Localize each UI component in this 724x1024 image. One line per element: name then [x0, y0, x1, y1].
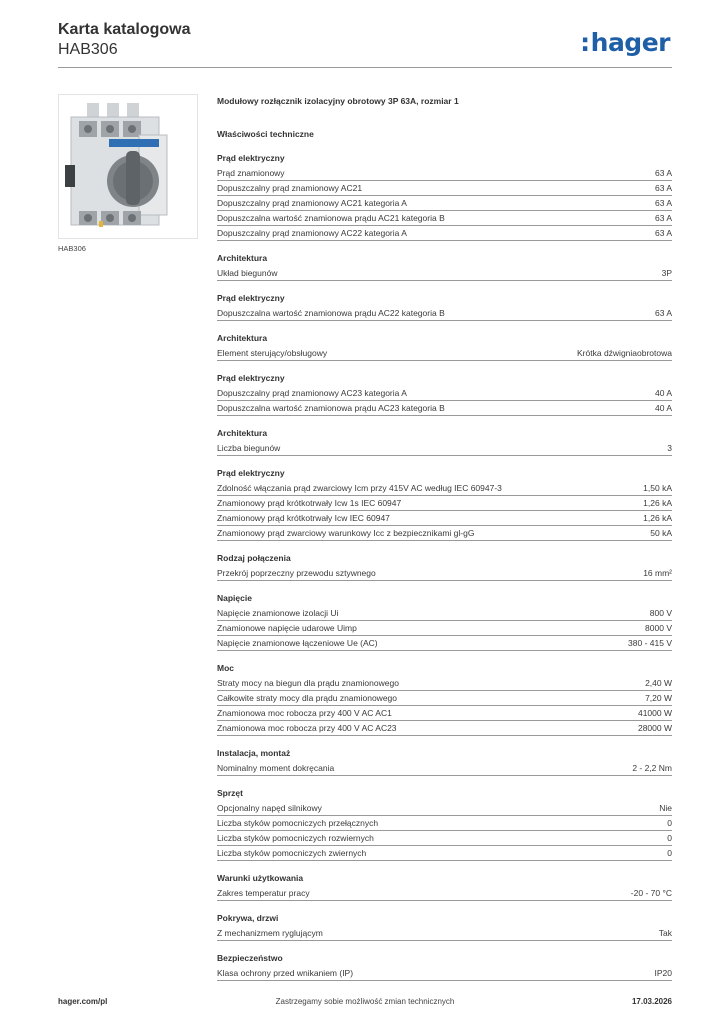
spec-group-title: Architektura: [217, 428, 268, 438]
spec-label: Znamionowa moc robocza przy 400 V AC AC23: [217, 723, 397, 733]
product-description: Modułowy rozłącznik izolacyjny obrotowy 3P 63A, rozmiar 1: [217, 96, 459, 106]
spec-row: [217, 801, 672, 816]
spec-value: 40 A: [654, 388, 672, 398]
spec-value: 7,20 W: [645, 693, 672, 703]
spec-label: Znamionowe napięcie udarowe Uimp: [217, 623, 357, 633]
spec-row: [217, 846, 672, 861]
spec-row: [217, 526, 672, 541]
spec-row: [217, 481, 672, 496]
spec-group: [217, 152, 672, 241]
spec-row: [217, 346, 672, 361]
spec-group-title: Prąd elektryczny: [217, 293, 285, 303]
spec-value: Nie: [659, 803, 672, 813]
spec-label: Znamionowy prąd krótkotrwały Icw 1s IEC 60947: [217, 498, 402, 508]
spec-label: Opcjonalny napęd silnikowy: [217, 803, 322, 813]
spec-group-title: Moc: [217, 663, 234, 673]
product-image: [58, 94, 198, 239]
spec-row: [217, 926, 672, 941]
spec-value: 1,50 kA: [643, 483, 672, 493]
spec-value: 380 - 415 V: [628, 638, 672, 648]
spec-label: Liczba styków pomocniczych rozwiernych: [217, 833, 374, 843]
header-divider: [58, 67, 672, 68]
spec-group: [217, 912, 672, 941]
spec-label: Zakres temperatur pracy: [217, 888, 310, 898]
specifications-panel: [217, 94, 672, 981]
spec-label: Klasa ochrony przed wnikaniem (IP): [217, 968, 354, 978]
spec-row: [217, 211, 672, 226]
spec-row: [217, 606, 672, 621]
spec-label: Znamionowy prąd krótkotrwały Icw IEC 60947: [217, 513, 390, 523]
spec-row: [217, 831, 672, 846]
spec-value: 1,26 kA: [643, 498, 672, 508]
spec-value: IP20: [654, 968, 672, 978]
spec-label: Znamionowa moc robocza przy 400 V AC AC1: [217, 708, 392, 718]
spec-group-title: Warunki użytkowania: [217, 873, 304, 883]
spec-label: Prąd znamionowy: [217, 168, 285, 178]
spec-value: 63 A: [654, 183, 672, 193]
spec-label: Liczba styków pomocniczych zwiernych: [217, 848, 367, 858]
spec-value: 63 A: [654, 213, 672, 223]
spec-value: 0: [667, 833, 672, 843]
spec-label: Dopuszczalna wartość znamionowa prądu AC21 kategoria B: [217, 213, 445, 223]
spec-value: 41000 W: [637, 708, 672, 718]
spec-row: [217, 166, 672, 181]
spec-group: [217, 252, 672, 281]
spec-row: [217, 386, 672, 401]
section-title: Właściwości techniczne: [217, 129, 314, 139]
spec-label: Znamionowy prąd zwarciowy warunkowy Icc z bezpiecznikami gl-gG: [217, 528, 475, 538]
spec-value: 2 - 2,2 Nm: [632, 763, 672, 773]
spec-row: [217, 306, 672, 321]
spec-value: Tak: [658, 928, 672, 938]
spec-row: [217, 196, 672, 211]
spec-label: Przekrój poprzeczny przewodu sztywnego: [217, 568, 376, 578]
spec-row: [217, 511, 672, 526]
spec-group: [217, 427, 672, 456]
spec-group-title: Prąd elektryczny: [217, 468, 285, 478]
spec-row: [217, 816, 672, 831]
spec-label: Układ biegunów: [217, 268, 278, 278]
spec-group-title: Architektura: [217, 253, 268, 263]
spec-label: Napięcie znamionowe izolacji Ui: [217, 608, 339, 618]
spec-value: -20 - 70 °C: [630, 888, 672, 898]
spec-value: 63 A: [654, 228, 672, 238]
spec-row: [217, 496, 672, 511]
logo-text: hager: [590, 28, 670, 57]
spec-group: [217, 552, 672, 581]
spec-value: 63 A: [654, 308, 672, 318]
spec-group-title: Prąd elektryczny: [217, 153, 285, 163]
spec-row: [217, 886, 672, 901]
spec-value: 63 A: [654, 198, 672, 208]
spec-row: [217, 566, 672, 581]
spec-group: [217, 592, 672, 651]
spec-label: Napięcie znamionowe łączeniowe Ue (AC): [217, 638, 378, 648]
image-caption: HAB306: [58, 244, 86, 253]
product-code: HAB306: [58, 41, 118, 58]
spec-label: Nominalny moment dokręcania: [217, 763, 335, 773]
spec-group-title: Bezpieczeństwo: [217, 953, 283, 963]
spec-row: [217, 621, 672, 636]
spec-value: 1,26 kA: [643, 513, 672, 523]
spec-row: [217, 761, 672, 776]
spec-value: 63 A: [654, 168, 672, 178]
spec-label: Element sterujący/obsługowy: [217, 348, 328, 358]
spec-group-title: Sprzęt: [217, 788, 243, 798]
spec-group: [217, 952, 672, 981]
spec-label: Straty mocy na biegun dla prądu znamionowego: [217, 678, 399, 688]
spec-value: 3: [667, 443, 672, 453]
spec-group: [217, 467, 672, 541]
spec-groups: [217, 152, 672, 981]
spec-row: [217, 181, 672, 196]
spec-label: Liczba styków pomocniczych przełącznych: [217, 818, 379, 828]
switch-disconnector-icon: [59, 95, 197, 238]
spec-value: 800 V: [649, 608, 672, 618]
spec-value: 40 A: [654, 403, 672, 413]
document-title: Karta katalogowa: [58, 21, 191, 38]
spec-label: Dopuszczalny prąd znamionowy AC23 kategoria A: [217, 388, 407, 398]
spec-row: [217, 721, 672, 736]
spec-value: 0: [667, 848, 672, 858]
spec-label: Dopuszczalna wartość znamionowa prądu AC22 kategoria B: [217, 308, 445, 318]
spec-row: [217, 706, 672, 721]
spec-value: 2,40 W: [645, 678, 672, 688]
spec-label: Całkowite straty mocy dla prądu znamionowego: [217, 693, 398, 703]
footer-url-link[interactable]: hager.com/pl: [58, 997, 108, 1006]
spec-row: [217, 966, 672, 981]
hager-logo[interactable]: [580, 28, 670, 57]
page-header: [58, 20, 672, 68]
spec-group-title: Napięcie: [217, 593, 252, 603]
footer-note: Zastrzegamy sobie możliwość zmian technicznych: [275, 997, 455, 1006]
spec-group-title: Prąd elektryczny: [217, 373, 285, 383]
spec-label: Liczba biegunów: [217, 443, 281, 453]
spec-group-title: Architektura: [217, 333, 268, 343]
spec-value: 28000 W: [637, 723, 672, 733]
spec-group-title: Rodzaj połączenia: [217, 553, 291, 563]
footer-date: 17.03.2026: [631, 997, 672, 1006]
spec-group: [217, 872, 672, 901]
spec-row: [217, 441, 672, 456]
logo-colon-icon: :: [580, 28, 590, 57]
spec-group: [217, 662, 672, 736]
spec-value: 8000 V: [645, 623, 672, 633]
spec-value: 16 mm²: [643, 568, 672, 578]
spec-row: [217, 401, 672, 416]
spec-value: Krótka dźwigniaobrotowa: [577, 348, 672, 358]
spec-row: [217, 676, 672, 691]
spec-label: Dopuszczalny prąd znamionowy AC21 kategoria A: [217, 198, 407, 208]
spec-value: 0: [667, 818, 672, 828]
spec-label: Dopuszczalna wartość znamionowa prądu AC23 kategoria B: [217, 403, 445, 413]
spec-group-title: Pokrywa, drzwi: [217, 913, 279, 923]
spec-row: [217, 226, 672, 241]
spec-group: [217, 332, 672, 361]
spec-value: 50 kA: [650, 528, 672, 538]
spec-row: [217, 266, 672, 281]
spec-row: [217, 691, 672, 706]
spec-label: Dopuszczalny prąd znamionowy AC21: [217, 183, 363, 193]
spec-group: [217, 787, 672, 861]
spec-value: 3P: [661, 268, 672, 278]
spec-group: [217, 292, 672, 321]
spec-group: [217, 747, 672, 776]
spec-row: [217, 636, 672, 651]
spec-label: Dopuszczalny prąd znamionowy AC22 kategoria A: [217, 228, 407, 238]
spec-label: Zdolność włączania prąd zwarciowy Icm przy 415V AC według IEC 60947-3: [217, 483, 502, 493]
spec-group-title: Instalacja, montaż: [217, 748, 291, 758]
spec-group: [217, 372, 672, 416]
spec-label: Z mechanizmem ryglującym: [217, 928, 323, 938]
